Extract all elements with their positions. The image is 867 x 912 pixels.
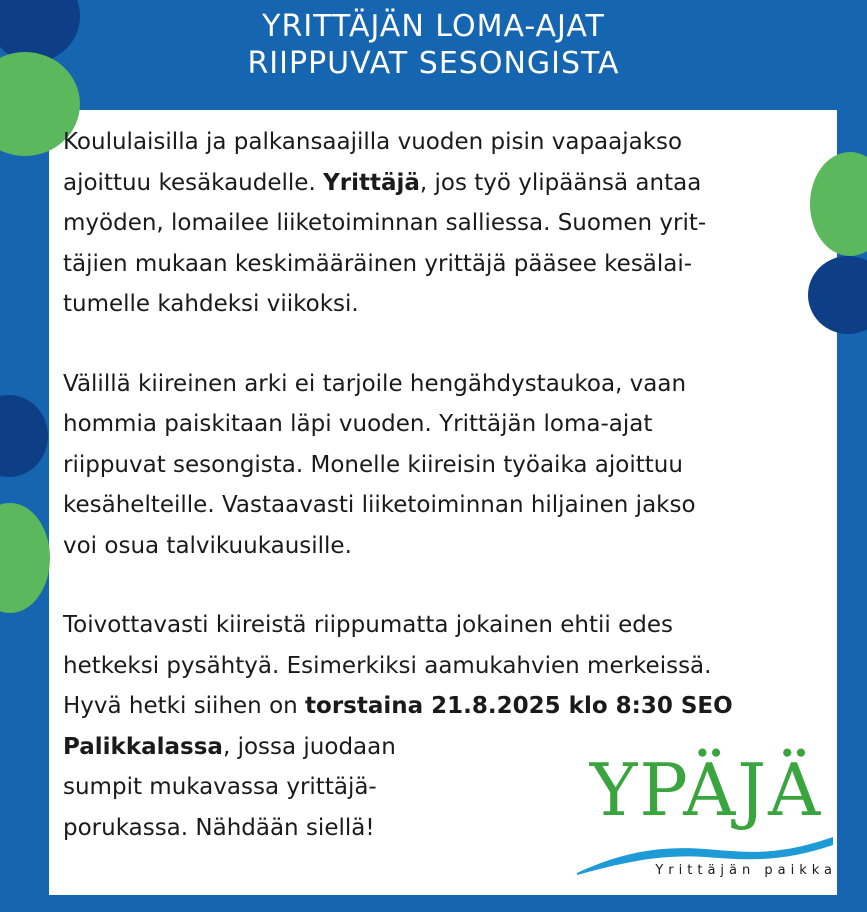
p1-line: myöden, lomailee liiketoiminnan salliessa. Suomen yrit- xyxy=(63,210,707,236)
p3-line: hetkeksi pysähtyä. Esimerkiksi aamukahvien merkeissä. xyxy=(63,652,712,679)
p1-line: täjien mukaan keskimääräinen yrittäjä pääsee kesälai- xyxy=(63,250,693,277)
p3-line xyxy=(63,686,823,727)
p3-line: Toivottavasti kiireistä riippumatta jokainen ehtii edes xyxy=(63,612,673,638)
p3-text: , jossa juodaan xyxy=(222,733,396,760)
p1-line: Koululaisilla ja palkansaajilla vuoden pisin vapaajakso xyxy=(63,129,683,155)
title-line-1: YRITTÄJÄN LOMA-AJAT xyxy=(262,9,605,44)
header-title xyxy=(0,0,867,110)
p3-bold-text: torstaina 21.8.2025 klo 8:30 SEO xyxy=(305,693,733,719)
article-body xyxy=(63,122,823,848)
logo-tagline: Yrittäjän paikka xyxy=(655,863,837,878)
p3-line: porukassa. Nähdään siellä! xyxy=(63,814,375,841)
title-line-2: RIIPPUVAT SESONGISTA xyxy=(247,46,620,81)
paragraph-1 xyxy=(63,122,823,325)
p1-line xyxy=(63,163,823,204)
p1-line: tumelle kahdeksi viikoksi. xyxy=(63,291,359,317)
p3-line: sumpit mukavassa yrittäjä- xyxy=(63,774,377,800)
p2-line: riippuvat sesongista. Monelle kiireisin työaika ajoittuu xyxy=(63,451,683,478)
p1-bold-text: Yrittäjä xyxy=(323,169,420,196)
paragraph-2 xyxy=(63,364,823,567)
p2-line: Välillä kiireinen arki ei tarjoile hengähdystaukoa, vaan xyxy=(63,370,687,397)
p1-text: , jos työ ylipäänsä antaa xyxy=(419,169,702,196)
p2-line: kesähelteille. Vastaavasti liiketoiminnan hiljainen jakso xyxy=(63,492,696,518)
p3-bold-text: Palikkalassa xyxy=(63,733,223,760)
logo-wordmark: YPÄJÄ xyxy=(589,748,823,832)
p2-line: hommia paiskitaan läpi vuoden. Yrittäjän loma-ajat xyxy=(63,411,653,437)
p2-line: voi osua talvikuukausille. xyxy=(63,532,352,559)
p1-text: ajoittuu kesäkaudelle. xyxy=(63,169,324,196)
p3-text: Hyvä hetki siihen on xyxy=(63,693,306,719)
ypaja-logo xyxy=(575,745,837,885)
